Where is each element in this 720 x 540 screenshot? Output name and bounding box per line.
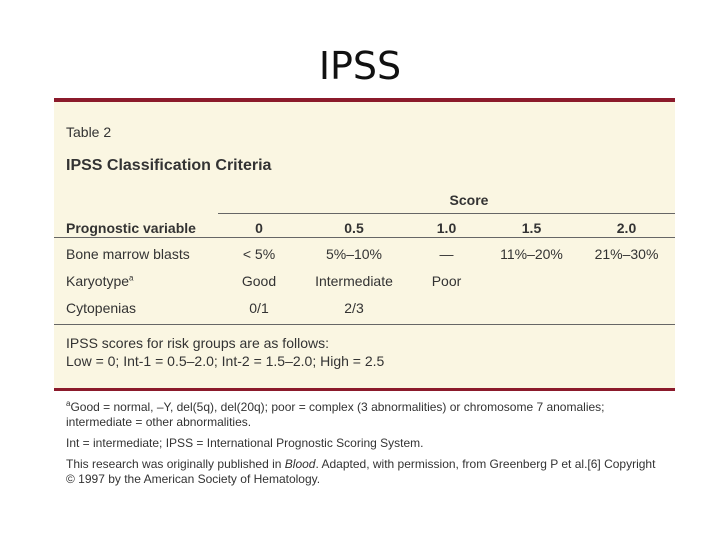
table-cell: Poor [431, 273, 462, 289]
footnote-a [66, 396, 666, 430]
footnote-mark: a [129, 273, 134, 283]
header-rule [54, 237, 675, 238]
score-rule [218, 213, 675, 214]
risk-groups-intro: IPSS scores for risk groups are as follows: [66, 335, 329, 351]
column-header-score-0-5: 0.5 [344, 220, 364, 236]
risk-groups-values: Low = 0; Int-1 = 0.5–2.0; Int-2 = 1.5–2.0; High = 2.5 [66, 353, 385, 369]
table-notes [66, 396, 666, 493]
column-header-variable: Prognostic variable [66, 220, 196, 236]
table-cell: Good [241, 273, 277, 289]
table-figure [54, 98, 675, 391]
table-cell: Intermediate [315, 273, 393, 289]
slide-title: IPSS [318, 44, 402, 88]
row-label-cytopenias: Cytopenias [66, 300, 137, 316]
source-post: . Adapted, with permission, from Greenberg P et al.[6] Copyright © 1997 by the American Society of Hematology. [66, 457, 656, 486]
table-panel [54, 102, 675, 388]
table-cell: 11%–20% [500, 246, 563, 262]
footnote-mark: a [66, 399, 71, 408]
table-cell: 0/1 [249, 300, 269, 316]
risk-groups [66, 334, 384, 370]
score-header: Score [449, 192, 489, 208]
column-header-score-1-5: 1.5 [521, 220, 542, 236]
table-cell: 21%–30% [594, 246, 659, 262]
row-label-karyotype-text: Karyotype [66, 273, 130, 289]
table-cell: 5%–10% [325, 246, 383, 262]
source-pre: This research was originally published in [66, 457, 285, 471]
table-cell: < 5% [242, 246, 276, 262]
table-number: Table 2 [66, 124, 112, 140]
table-cell: 2/3 [344, 300, 364, 316]
row-label-karyotype [66, 273, 134, 289]
source-journal: Blood [284, 457, 316, 471]
table-cell: — [439, 246, 454, 262]
column-header-score-1-0: 1.0 [436, 220, 457, 236]
table-title: IPSS Classification Criteria [66, 157, 272, 174]
abbreviations-note: Int = intermediate; IPSS = International Prognostic Scoring System. [66, 436, 424, 450]
bottom-rule [54, 388, 675, 391]
section-rule [54, 324, 675, 325]
column-header-score-0: 0 [255, 220, 263, 236]
source-note [66, 457, 666, 487]
column-header-score-2-0: 2.0 [616, 220, 637, 236]
row-label-blasts: Bone marrow blasts [66, 246, 190, 262]
footnote-a-text: Good = normal, –Y, del(5q), del(20q); poor = complex (3 abnormalities) or chromosome 7 anomalies; intermediate = other abnormalities. [66, 400, 605, 429]
